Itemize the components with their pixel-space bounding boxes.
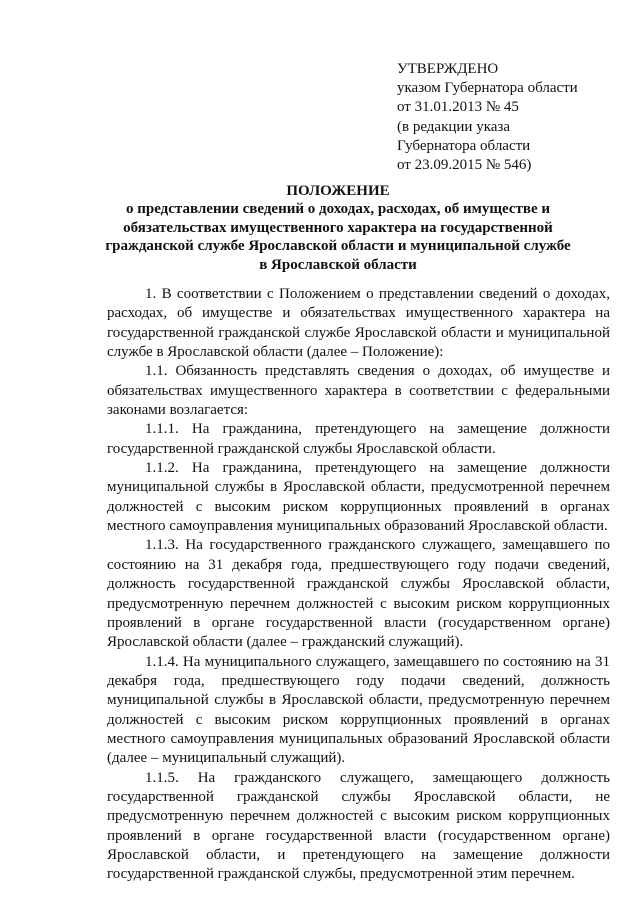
title-line: в Ярославской области xyxy=(259,256,417,273)
paragraph-1: 1. В соответствии с Положением о представлении сведений о доходах, расходах, об имуществе и обязательствах имущественного характера на государственной гражданской службе Ярославской области и муниципальной службе в Ярославской области (далее – Положение): xyxy=(107,286,610,361)
title-line: обязательствах имущественного характера на государственной xyxy=(123,219,553,236)
approval-line: УТВЕРЖДЕНО xyxy=(397,61,499,77)
paragraph-1-1-4: 1.1.4. На муниципального служащего, замещавшего по состоянию на 31 декабря года, предшествующего году подачи сведений, должность муниципальной службы в Ярославской области, предусмотренную перечнем должностей с высоким риском коррупционных проявлений в органах местного самоуправления муниципальных образований Ярославской области (далее – муниципальный служащий). xyxy=(107,653,610,767)
approval-line: от 23.09.2015 № 546) xyxy=(397,157,532,174)
approval-line: указом Губернатора области xyxy=(397,80,578,97)
title-line: о представлении сведений о доходах, расходах, об имуществе и xyxy=(125,201,550,218)
title-line: гражданской службе Ярославской области и муниципальной службе xyxy=(105,238,571,255)
paragraph-1-1: 1.1. Обязанность представлять сведения о доходах, об имуществе и обязательствах имущественного характера в соответствии с федеральными законами возлагается: xyxy=(107,363,610,419)
paragraph-1-1-3: 1.1.3. На государственного гражданского служащего, замещавшего по состоянию на 31 декабря года, предшествующего году подачи сведений, должность государственной гражданской службы Ярославской области, предусмотренную перечнем должностей с высоким риском коррупционных проявлений в органе государственной власти (государственном органе) Ярославской области (далее – гражданский служащий). xyxy=(107,537,610,651)
document-body xyxy=(107,285,610,885)
paragraph-1-1-2: 1.1.2. На гражданина, претендующего на замещение должности муниципальной службы в Ярославской области, предусмотренной перечнем должностей с высоким риском коррупционных проявлений в органах местного самоуправления муниципальных образований Ярославской области. xyxy=(107,460,610,535)
approval-line: от 31.01.2013 № 45 xyxy=(397,99,519,116)
paragraph-1-1-5: 1.1.5. На гражданского служащего, замещающего должность государственной гражданской службы Ярославской области, не предусмотренную перечнем должностей с высоким риском коррупционных проявлений в органе государственной власти (государственном органе) Ярославской области, и претендующего на замещение должности государственной гражданской службы, предусмотренной этим перечнем. xyxy=(107,769,610,883)
approval-line: (в редакции указа xyxy=(397,118,510,135)
title-heading: ПОЛОЖЕНИЕ xyxy=(286,183,390,199)
document-title xyxy=(100,182,576,274)
approval-stamp xyxy=(397,60,627,175)
approval-line: Губернатора области xyxy=(397,137,531,154)
paragraph-1-1-1: 1.1.1. На гражданина, претендующего на замещение должности государственной гражданской службы Ярославской области. xyxy=(107,421,610,457)
